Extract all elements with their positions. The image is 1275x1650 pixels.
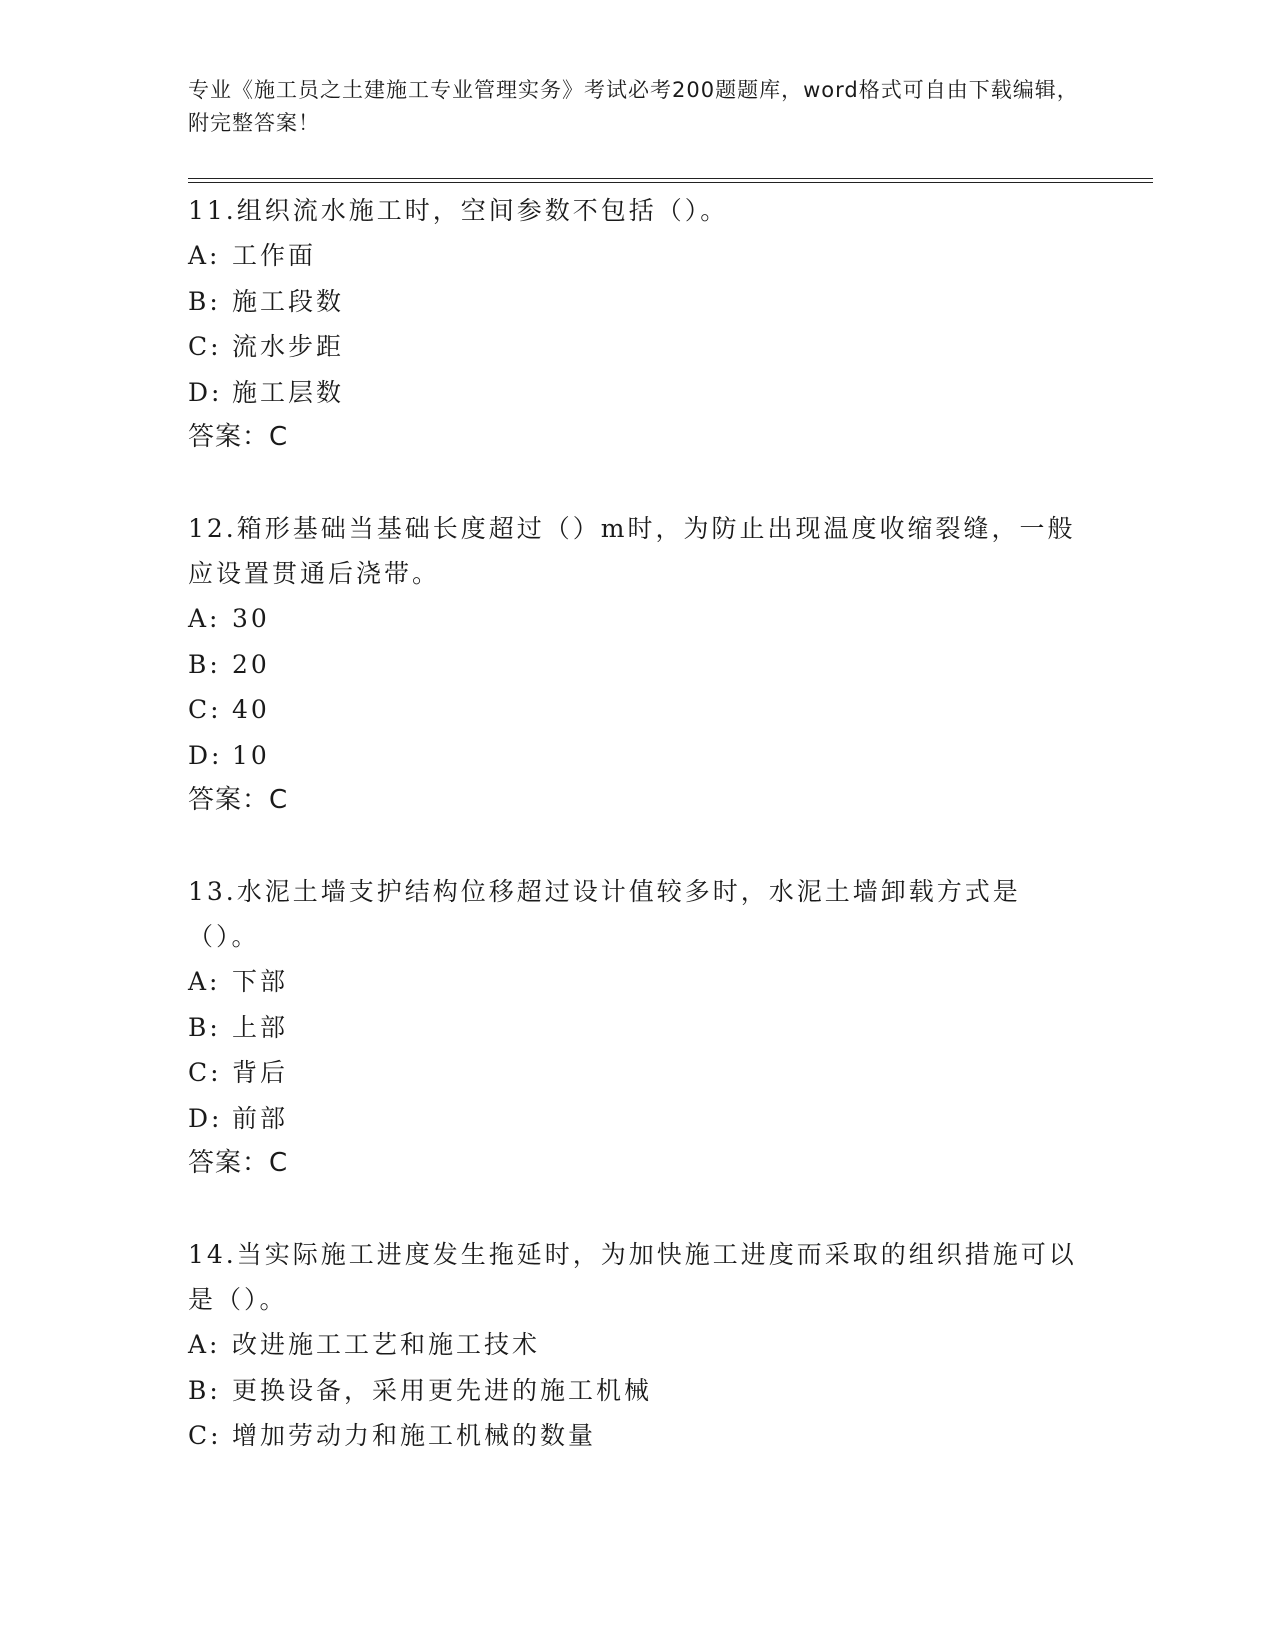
option-text: 30 <box>232 604 270 633</box>
option-b <box>188 642 1078 688</box>
option-text: 流水步距 <box>232 332 345 361</box>
option-c <box>188 687 1078 733</box>
option-text: 前部 <box>232 1103 289 1133</box>
option-letter: C: <box>188 1058 222 1087</box>
option-letter: B: <box>188 1375 221 1405</box>
option-letter: D: <box>188 740 223 770</box>
question-stem: 13.水泥土墙支护结构位移超过设计值较多时，水泥土墙卸载方式是（）。 <box>188 877 1021 951</box>
question-13 <box>188 869 1078 1186</box>
option-c <box>188 1413 1078 1459</box>
option-text: 10 <box>232 740 270 770</box>
option-a <box>188 959 1078 1005</box>
option-a <box>188 596 1078 642</box>
option-text: 施工段数 <box>232 286 345 316</box>
option-letter: A: <box>188 967 221 996</box>
option-c <box>188 1050 1078 1096</box>
option-a <box>188 1322 1078 1368</box>
question-stem: 11.组织流水施工时，空间参数不包括（）。 <box>188 196 729 225</box>
question-stem: 12.箱形基础当基础长度超过（）m时，为防止出现温度收缩裂缝，一般应设置贯通后浇带。 <box>188 514 1076 588</box>
option-text: 下部 <box>232 967 289 996</box>
document-header: 专业《施工员之土建施工专业管理实务》考试必考200题题库，word格式可自由下载编辑，附完整答案！ <box>188 78 1079 135</box>
question-12 <box>188 506 1078 823</box>
answer-line: 答案：C <box>188 1148 289 1178</box>
option-d <box>188 733 1078 779</box>
option-letter: A: <box>188 604 221 633</box>
question-list <box>188 188 1078 1505</box>
option-text: 施工层数 <box>232 377 345 407</box>
option-text: 增加劳动力和施工机械的数量 <box>232 1421 597 1450</box>
option-text: 20 <box>232 649 270 679</box>
option-d <box>188 370 1078 416</box>
option-c <box>188 324 1078 370</box>
option-letter: D: <box>188 1103 223 1133</box>
answer-line: 答案：C <box>188 422 289 452</box>
option-a <box>188 233 1078 279</box>
option-letter: B: <box>188 1012 221 1042</box>
option-b <box>188 279 1078 325</box>
option-letter: C: <box>188 332 222 361</box>
option-letter: B: <box>188 649 221 679</box>
question-11 <box>188 188 1078 460</box>
answer-line: 答案：C <box>188 785 289 815</box>
option-letter: B: <box>188 286 221 316</box>
option-text: 工作面 <box>232 241 317 270</box>
option-letter: A: <box>188 1330 221 1359</box>
question-14 <box>188 1232 1078 1459</box>
question-stem: 14.当实际施工进度发生拖延时，为加快施工进度而采取的组织措施可以是（）。 <box>188 1240 1077 1314</box>
option-b <box>188 1368 1078 1414</box>
option-b <box>188 1005 1078 1051</box>
option-text: 上部 <box>232 1012 289 1042</box>
option-letter: A: <box>188 241 221 270</box>
header-divider <box>188 178 1153 183</box>
option-letter: C: <box>188 695 222 724</box>
option-text: 背后 <box>232 1058 289 1087</box>
option-d <box>188 1096 1078 1142</box>
option-letter: D: <box>188 377 223 407</box>
option-letter: C: <box>188 1421 222 1450</box>
option-text: 更换设备，采用更先进的施工机械 <box>232 1375 653 1405</box>
option-text: 40 <box>232 695 270 724</box>
option-text: 改进施工工艺和施工技术 <box>232 1330 541 1359</box>
